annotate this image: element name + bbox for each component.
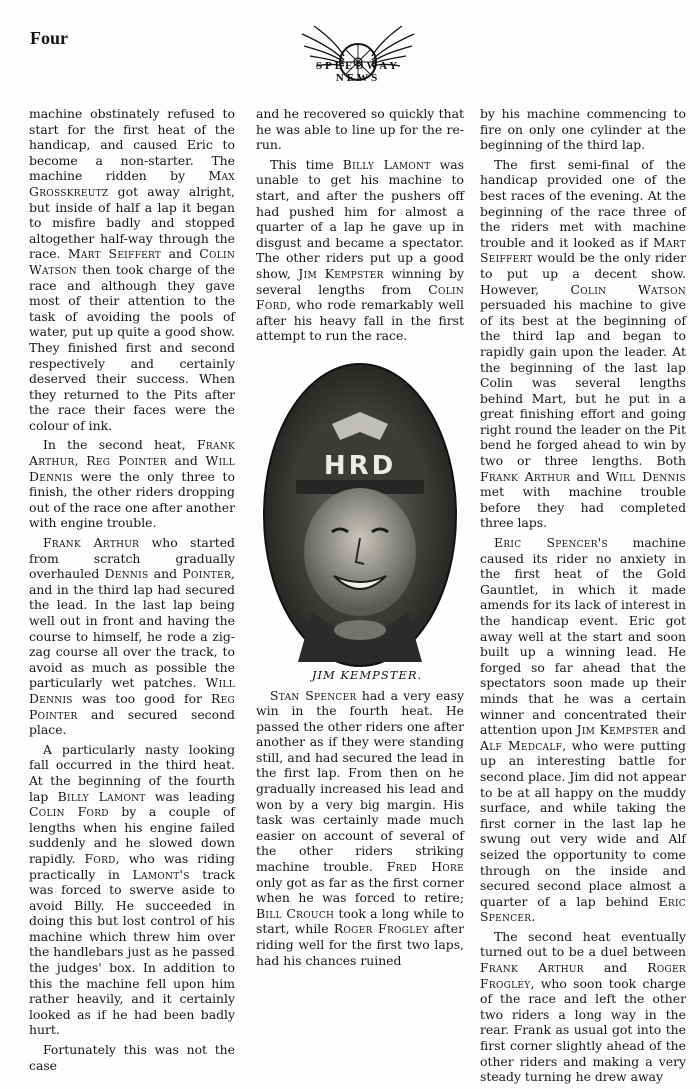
article-column-3 <box>480 106 686 1089</box>
rider-name: Will Dennis <box>29 675 235 706</box>
rider-name: Colin Ford <box>29 804 109 820</box>
paragraph: and he recovered so quickly that he was able to line up for the re-run. <box>256 106 464 153</box>
rider-name: Mart Seiffert <box>67 246 162 262</box>
paragraph: In the second heat, Frank Arthur, Reg Pointer and Will Dennis were the only three to finish, the other riders dropping out of the race one after another with engine trouble. <box>29 437 235 531</box>
rider-name: Will Dennis <box>29 453 235 484</box>
photo-caption: JIM KEMPSTER. <box>311 667 423 682</box>
rider-name: Colin Watson <box>29 246 235 277</box>
article-column-1 <box>29 106 235 1077</box>
rider-name: Frank Arthur <box>43 535 140 551</box>
masthead <box>294 20 422 94</box>
rider-name: Jim Kempster <box>576 722 659 738</box>
rider-name: Reg Pointer <box>86 453 167 469</box>
rider-name: Colin Ford <box>256 281 464 313</box>
rider-name: Roger Frogley <box>480 960 686 991</box>
rider-name: Lamont's <box>132 866 190 882</box>
rider-name: Max Grosskreutz <box>29 168 235 199</box>
rider-name: Bill Crouch <box>256 905 335 921</box>
paragraph: by his machine commencing to fire on only one cylinder at the beginning of the third lap. <box>480 106 686 153</box>
rider-name: Alf Medcalf <box>480 737 563 753</box>
paragraph: machine obstinately refused to start for the first heat of the handicap, and caused Eric to become a non-starter. The machine ridden by Max Grosskreutz got away alright, but inside of half a lap it began to misfire badly and stopped altogether half-way through the race. Mart Seiffert and Colin Watson then took charge of the race and although they gave most of their attention to the task of avoiding the pools of water, put up quite a good show. They finished first and second respectively and certainly deserved their success. When they returned to the Pits after the race their faces were the colour of ink. <box>29 106 235 433</box>
paragraph: Frank Arthur who started from scratch gradually overhauled Dennis and Pointer, and in the third lap had secured the lead. In the last lap being well out in front and having the course to himself, he rode a zig-zag course all over the track, to avoid as much as possible the particularly wet patches. Will Dennis was too good for Reg Pointer and secured second place. <box>29 535 235 738</box>
rider-name: Billy Lamont <box>342 156 431 172</box>
rider-name: Colin Watson <box>570 281 686 297</box>
helmet-lettering: HRD <box>323 450 397 481</box>
rider-name: Billy Lamont <box>57 788 146 804</box>
page-number: Four <box>30 28 68 48</box>
rider-name: Roger Frogley <box>333 921 429 937</box>
rider-name: Stan Spencer <box>270 687 357 703</box>
rider-name: Mart Seiffert <box>480 234 686 266</box>
rider-name: Frank Arthur <box>480 468 571 484</box>
paragraph: The second heat eventually turned out to be a duel between Frank Arthur and Roger Frogley, who soon took charge of the race and left the other two riders a long way in the rear. Frank as usual got into the first corner slightly ahead of the other riders and making a very steady turning he drew away <box>480 928 686 1085</box>
article-column-2 <box>256 106 464 972</box>
rider-name: Ford <box>84 850 116 866</box>
masthead-title: SPEEDWAY NEWS <box>315 60 401 84</box>
paragraph: This time Billy Lamont was unable to get his machine to start, and after the pushers off had pushed him for almost a quarter of a lap he gave up in disgust and became a spectator. The other riders put up a good show, Jim Kempster winning by several lengths from Colin Ford, who rode remarkably well after his heavy fall in the first attempt to run the race. <box>256 156 465 344</box>
rider-name: Reg Pointer <box>29 690 235 722</box>
rider-portrait-image <box>262 362 458 668</box>
paragraph: Fortunately this was not the case <box>29 1042 235 1073</box>
rider-name: Will Dennis <box>606 468 686 484</box>
rider-name: Frank Arthur <box>29 437 235 469</box>
paragraph: A particularly nasty looking fall occurred in the third heat. At the beginning of the fourth lap Billy Lamont was leading Colin Ford by a couple of lengths when his engine failed suddenly and he slowed down rapidly. Ford, who was riding practically in Lamont's track was forced to swerve aside to avoid Billy. He succeeded in doing this but lost control of his machine which threw him over the handlebars just as he passed the judges' box. In addition to this the machine fell upon him rather heavily, and it certainly looked as if he had been badly hurt. <box>29 741 236 1038</box>
paragraph: The first semi-final of the handicap provided one of the best races of the evening. At the beginning of the race three of the riders met with machine trouble and it looked as if Mart Seiffert would be the only rider to put up a decent show. However, Colin Watson persuaded his machine to give of its best at the beginning of the third lap and began to rapidly gain upon the leader. At the beginning of the last lap Colin was several lengths behind Mart, but he put in a great finishing effort and going right round the leader on the Pit bend he forged ahead to win by two or three lengths. Both Frank Arthur and Will Dennis met with machine trouble before they had completed three laps. <box>480 156 686 531</box>
rider-name: Fred Hore <box>386 859 464 875</box>
rider-name: Dennis <box>104 566 149 582</box>
rider-name: Eric Spencer's <box>494 535 608 551</box>
rider-name: Eric Spencer <box>480 893 686 925</box>
paragraph: Eric Spencer's machine caused its rider no anxiety in the first heat of the Gold Gauntlet, in which it made amends for its lack of interest in the handicap event. Eric got away well at the start and soon built up a winning lead. He forged so far ahead that the spectators soon made up their minds that he was a certain winner and concentrated their attention upon Jim Kempster and Alf Medcalf, who were putting up an interesting battle for second place. Jim did not appear to be at all happy on the muddy surface, and while taking the first corner in the last lap he swung out very wide and Alf seized the opportunity to come through on the inside and secured second place almost a quarter of a lap behind Eric Spencer. <box>480 535 687 925</box>
rider-name: Pointer <box>182 566 232 582</box>
paragraph: Stan Spencer had a very easy win in the fourth heat. He passed the other riders one after another as if they were standing still, and had secured the lead in the first lap. From then on he gradually increased his lead and won by a very big margin. His task was certainly made much easier on account of several of the other riders striking machine trouble. Fred Hore only got as far as the first corner when he was forced to retire; Bill Crouch took a long while to start, while Roger Frogley after riding well for the first two laps, had his chances ruined <box>256 687 465 968</box>
rider-name: Frank Arthur <box>480 960 584 976</box>
portrait-photo <box>262 362 458 668</box>
rider-name: Jim Kempster <box>298 265 384 281</box>
